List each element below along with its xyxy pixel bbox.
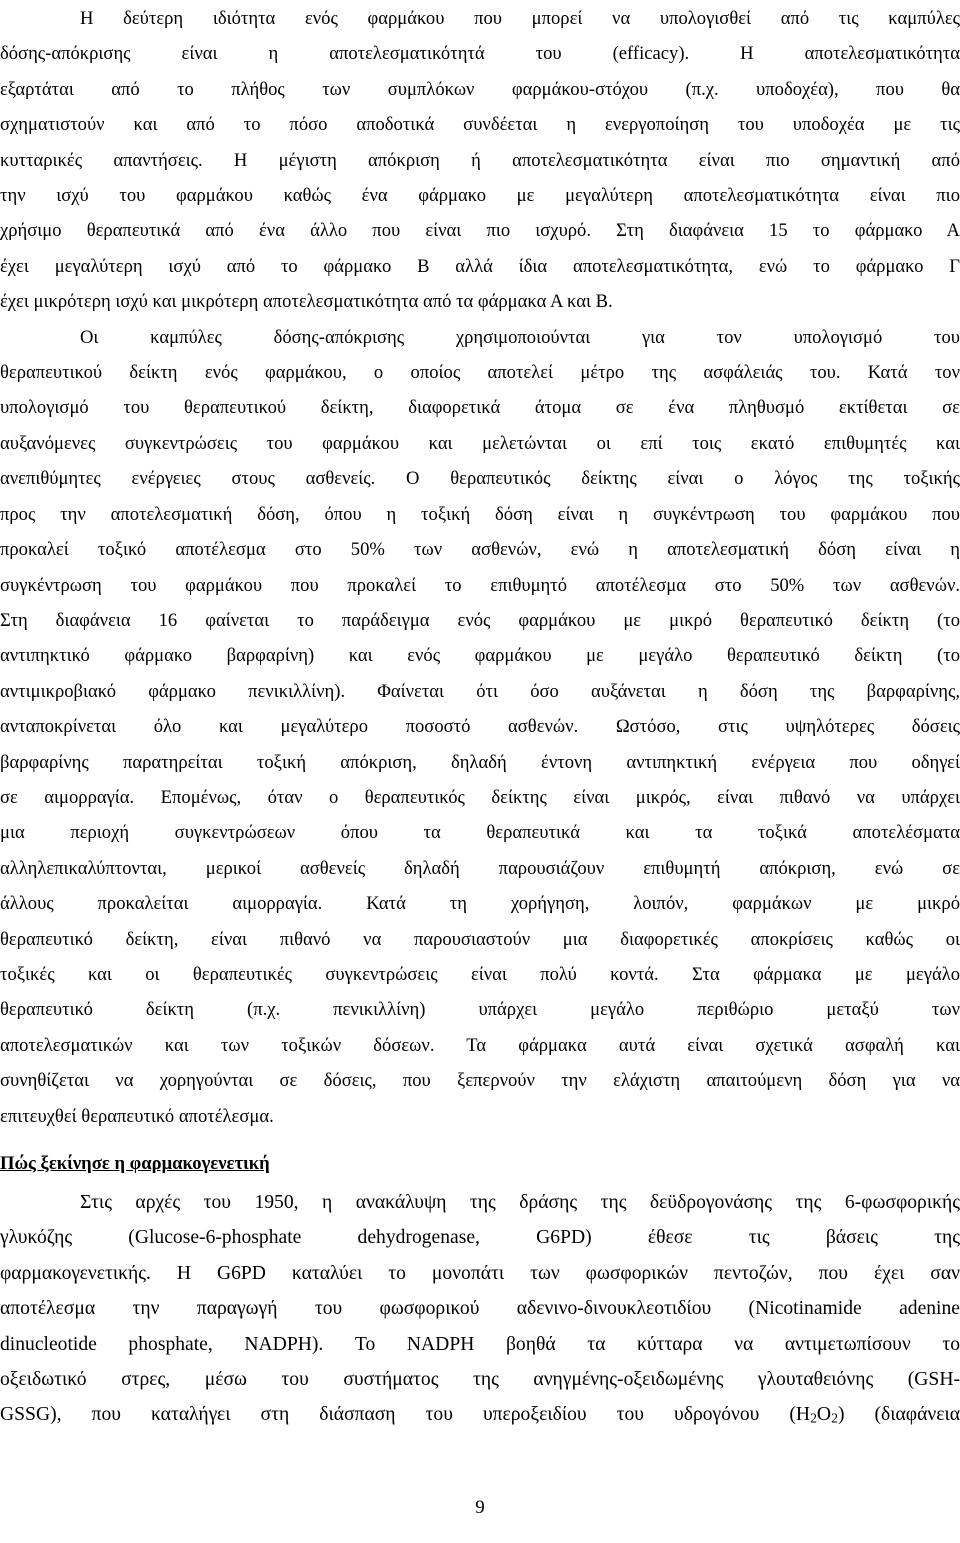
text-line: αλληλεπικαλύπτονται, μερικοί ασθενείς δηλαδή παρουσιάζουν επιθυμητή απόκριση, ενώ σε bbox=[0, 857, 960, 879]
text-line: αντιμικροβιακό φάρμακο πενικιλλίνη). Φαίνεται ότι όσο αυξάνεται η δόση της βαρφαρίνης, bbox=[0, 680, 960, 702]
text-line: θεραπευτικό δείκτη, είναι πιθανό να παρουσιαστούν μια διαφορετικές αποκρίσεις καθώς οι bbox=[0, 928, 960, 950]
text-line: κυτταρικές απαντήσεις. Η μέγιστη απόκριση ή αποτελεσματικότητα είναι πιο σημαντική από bbox=[0, 149, 960, 171]
body-text-block-1 bbox=[0, 1, 960, 1134]
section-heading: Πώς ξεκίνησε η φαρμακογενετική bbox=[0, 1153, 270, 1174]
text-line: χρήσιμο θεραπευτικά από ένα άλλο που είναι πιο ισχυρό. Στη διαφάνεια 15 το φάρμακο Α bbox=[0, 220, 960, 242]
text-line: έχει μεγαλύτερη ισχύ από το φάρμακο Β αλλά ίδια αποτελεσματικότητα, ενώ το φάρμακο Γ bbox=[0, 255, 960, 277]
text-line: βαρφαρίνης παρατηρείται τοξική απόκριση, δηλαδή έντονη αντιπηκτική ενέργεια που οδηγεί bbox=[0, 751, 960, 773]
text-line: Στις αρχές του 1950, η ανακάλυψη της δράσης της δεϋδρογονάσης της 6-φωσφορικής bbox=[80, 1192, 960, 1213]
text-line: γλυκόζης (Glucose-6-phosphate dehydrogenase, G6PD) έθεσε τις βάσεις της bbox=[0, 1227, 960, 1249]
text-line: αποτελεσματικών και των τοξικών δόσεων. Τα φάρμακα αυτά είναι σχετικά ασφαλή και bbox=[0, 1034, 960, 1056]
text-line: την ισχύ του φαρμάκου καθώς ένα φάρμακο με μεγαλύτερη αποτελεσματικότητα είναι πιο bbox=[0, 185, 960, 207]
text-line: έχει μικρότερη ισχύ και μικρότερη αποτελεσματικότητα από τα φάρμακα Α και Β. bbox=[0, 291, 613, 313]
text-fragment: GSSG), που καταλήγει στη διάσπαση του υπεροξειδίου του υδρογόνου (H bbox=[0, 1404, 811, 1426]
text-line: σε αιμορραγία. Επομένως, όταν ο θεραπευτικός δείκτης είναι μικρός, είναι πιθανό να υπάρχει bbox=[0, 786, 960, 808]
text-line: μια περιοχή συγκεντρώσεων όπου τα θεραπευτικά και τα τοξικά αποτελέσματα bbox=[0, 822, 960, 844]
body-text-block-2 bbox=[0, 1185, 960, 1433]
subscript: 2 bbox=[831, 1411, 838, 1427]
text-line: προς την αποτελεσματική δόση, όπου η τοξική δόση είναι η συγκέντρωση του φαρμάκου που bbox=[0, 503, 960, 525]
text-line: ανεπιθύμητες ενέργειες στους ασθενείς. Ο θεραπευτικός δείκτης είναι ο λόγος της τοξικής bbox=[0, 468, 960, 490]
text-line: συγκέντρωση του φαρμάκου που προκαλεί το επιθυμητό αποτέλεσμα στο 50% των ασθενών. bbox=[0, 574, 960, 596]
text-line-last bbox=[0, 1397, 960, 1432]
text-line: Στη διαφάνεια 16 φαίνεται το παράδειγμα ενός φαρμάκου με μικρό θεραπευτικό δείκτη (το bbox=[0, 609, 960, 631]
text-line: dinucleotide phosphate, NADPH). Το NADPH βοηθά τα κύτταρα να αντιμετωπίσουν το bbox=[0, 1333, 960, 1355]
text-line: θεραπευτικό δείκτη (π.χ. πενικιλλίνη) υπάρχει μεγάλο περιθώριο μεταξύ των bbox=[0, 999, 960, 1021]
text-line: σχηματιστούν και από το πόσο αποδοτικά συνδέεται η ενεργοποίηση του υποδοχέα με τις bbox=[0, 114, 960, 136]
text-line: οξειδωτικό στρες, μέσω του συστήματος της ανηγμένης-οξειδωμένης γλουταθειόνης (GSH- bbox=[0, 1369, 960, 1391]
text-line: Η δεύτερη ιδιότητα ενός φαρμάκου που μπορεί να υπολογισθεί από τις καμπύλες bbox=[80, 8, 960, 29]
text-line: δόσης-απόκρισης είναι η αποτελεσματικότητά του (efficacy). Η αποτελεσματικότητα bbox=[0, 43, 960, 65]
text-line: Οι καμπύλες δόσης-απόκρισης χρησιμοποιούνται για τον υπολογισμό του bbox=[80, 326, 960, 348]
page-number: 9 bbox=[475, 1497, 485, 1518]
text-fragment: ) (διαφάνεια bbox=[837, 1404, 960, 1426]
text-line: εξαρτάται από το πλήθος των συμπλόκων φαρμάκου-στόχου (π.χ. υποδοχέα), που θα bbox=[0, 78, 960, 100]
text-fragment: O bbox=[816, 1404, 832, 1426]
subscript: 2 bbox=[810, 1411, 817, 1427]
text-line: επιτευχθεί θεραπευτικό αποτέλεσμα. bbox=[0, 1105, 274, 1127]
text-line: προκαλεί τοξικό αποτέλεσμα στο 50% των ασθενών, ενώ η αποτελεσματική δόση είναι η bbox=[0, 539, 960, 561]
text-line: φαρμακογενετικής. Η G6PD καταλύει το μονοπάτι των φωσφορικών πεντοζών, που έχει σαν bbox=[0, 1262, 960, 1284]
text-line: υπολογισμό του θεραπευτικού δείκτη, διαφορετικά άτομα σε ένα πληθυσμό εκτίθεται σε bbox=[0, 397, 960, 419]
text-line: ανταποκρίνεται όλο και μεγαλύτερο ποσοστό ασθενών. Ωστόσο, στις υψηλότερες δόσεις bbox=[0, 716, 960, 738]
text-line: συνηθίζεται να χορηγούνται σε δόσεις, που ξεπερνούν την ελάχιστη απαιτούμενη δόση για να bbox=[0, 1070, 960, 1092]
text-line: αποτέλεσμα την παραγωγή του φωσφορικού αδενινο-δινουκλεοτιδίου (Nicotinamide adenine bbox=[0, 1298, 960, 1320]
text-line: αυξανόμενες συγκεντρώσεις του φαρμάκου και μελετώνται οι επί τοις εκατό επιθυμητές και bbox=[0, 432, 960, 454]
text-line: αντιπηκτικό φάρμακο βαρφαρίνη) και ενός φαρμάκου με μεγάλο θεραπευτικό δείκτη (το bbox=[0, 645, 960, 667]
text-line: θεραπευτικού δείκτη ενός φαρμάκου, ο οποίος αποτελεί μέτρο της ασφάλειάς του. Κατά τον bbox=[0, 362, 960, 384]
text-line: άλλους προκαλείται αιμορραγία. Κατά τη χορήγηση, λοιπόν, φαρμάκων με μικρό bbox=[0, 893, 960, 915]
text-line: τοξικές και οι θεραπευτικές συγκεντρώσεις είναι πολύ κοντά. Στα φάρμακα με μεγάλο bbox=[0, 963, 960, 985]
